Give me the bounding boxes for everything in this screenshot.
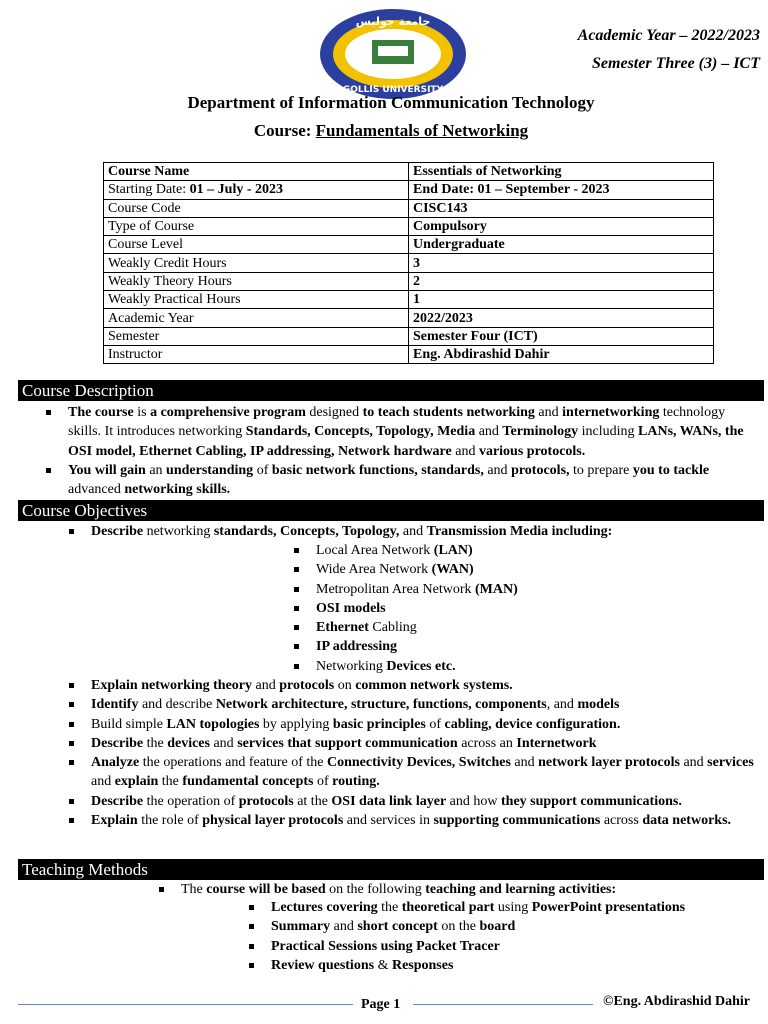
text-run: internetworking: [562, 405, 660, 420]
text-run: physical layer protocols: [202, 813, 344, 829]
text-run: PowerPoint presentations: [531, 900, 686, 915]
teaching-subitem: [271, 937, 761, 956]
objective-item: [91, 695, 761, 714]
bullet-icon: [69, 741, 74, 746]
bullet-icon: [69, 683, 74, 688]
footer-rule-right: [413, 1004, 593, 1005]
text-run: using: [494, 900, 532, 915]
bullet-icon: [294, 587, 299, 592]
objectives-list: [91, 676, 761, 830]
table-value-cell: Eng. Abdirashid Dahir: [409, 345, 714, 363]
text-run: Describe: [91, 524, 144, 539]
text-run: Summary: [271, 919, 331, 935]
university-logo: [318, 8, 468, 100]
objectives-sublist: [316, 541, 756, 676]
table-value-cell: Semester Four (ICT): [409, 327, 714, 345]
text-run: of: [425, 716, 445, 732]
course-name: Fundamentals of Networking: [315, 121, 529, 140]
text-run: Describe: [91, 735, 144, 751]
bullet-icon: [69, 799, 74, 804]
text-run: services: [707, 755, 754, 771]
bullet-icon: [294, 548, 299, 553]
objective-subitem: [316, 541, 756, 560]
text-run: Analyze: [91, 755, 140, 771]
text-run: Explain: [91, 813, 138, 829]
text-run: protocols: [279, 678, 335, 693]
text-run: they support communications.: [501, 793, 682, 809]
table-label-cell: Course Code: [104, 199, 409, 217]
table-row: [104, 236, 714, 254]
text-run: cabling, device configuration.: [444, 716, 621, 732]
department-title: Department of Information Communication Technology: [187, 93, 595, 112]
text-run: and: [510, 755, 539, 771]
table-label-cell: Semester: [104, 327, 409, 345]
text-run: advanced: [68, 482, 125, 498]
table-value-cell: Compulsory: [409, 217, 714, 235]
text-run: (WAN): [431, 562, 474, 578]
text-run: routing.: [332, 774, 380, 790]
table-row: [104, 254, 714, 272]
text-run: Standards, Concepts, Topology, Media: [245, 424, 476, 440]
table-label-cell: Course Level: [104, 236, 409, 254]
table-value-cell: Essentials of Networking: [409, 163, 714, 181]
text-run: Describe: [91, 793, 144, 809]
text-run: teaching and learning activities:: [425, 882, 617, 897]
text-run: IP addressing: [316, 639, 398, 655]
text-run: services that support communication: [237, 735, 458, 751]
text-run: networking: [143, 524, 214, 539]
table-value-cell: Undergraduate: [409, 236, 714, 254]
table-label-cell: Type of Course: [104, 217, 409, 235]
bullet-icon: [249, 944, 254, 949]
objective-item: [91, 734, 761, 753]
academic-year-header: Academic Year – 2022/2023: [577, 27, 760, 44]
table-row: [104, 199, 714, 217]
text-run: protocols: [238, 793, 294, 809]
text-run: fundamental concepts: [182, 774, 314, 790]
objective-item: [91, 676, 761, 695]
text-run: Networking: [316, 658, 387, 674]
table-label-cell: Weakly Credit Hours: [104, 254, 409, 272]
text-run: the: [158, 774, 183, 790]
description-item: [68, 403, 758, 461]
text-run: a comprehensive program: [150, 405, 306, 420]
text-run: Lectures covering: [271, 900, 378, 915]
text-run: and services in: [343, 813, 434, 829]
bullet-icon: [69, 722, 74, 727]
text-run: to prepare: [569, 462, 633, 478]
section-header-objectives: Course Objectives: [18, 500, 764, 521]
bullet-icon: [249, 924, 254, 929]
text-run: networking skills.: [124, 482, 231, 498]
objective-subitem: [316, 580, 756, 599]
teaching-subitem: [271, 898, 761, 917]
text-run: models: [577, 697, 620, 713]
logo-ring-text: GOLLIS UNIVERSITY: [342, 85, 444, 95]
text-run: Internetwork: [516, 735, 597, 751]
text-run: Cabling: [368, 620, 417, 636]
text-run: of: [313, 774, 333, 790]
text-run: Terminology: [502, 424, 579, 440]
table-value-cell: 3: [409, 254, 714, 272]
text-run: and how: [446, 793, 501, 809]
bullet-icon: [69, 818, 74, 823]
text-run: short concept: [357, 919, 438, 935]
text-run: Explain networking theory: [91, 678, 253, 693]
teaching-subitem: [271, 956, 761, 975]
text-run: (MAN): [475, 581, 518, 597]
table-label-cell: Academic Year: [104, 309, 409, 327]
logo-arabic-text: جامعة جوليس: [355, 15, 431, 28]
text-run: across: [600, 813, 643, 829]
bullet-icon: [294, 644, 299, 649]
text-run: the: [143, 735, 168, 751]
bullet-icon: [294, 567, 299, 572]
text-run: Connectivity Devices, Switches: [326, 755, 511, 771]
text-run: technology skills. It introduces networking: [68, 405, 726, 440]
text-run: the operation of: [143, 793, 239, 809]
text-run: LANs, WANs, the OSI model, Ethernet Cabling, IP addressing, Network hardware: [68, 424, 744, 459]
text-run: OSI models: [316, 600, 386, 616]
table-value-cell: 2022/2023: [409, 309, 714, 327]
text-run: Ethernet: [316, 620, 369, 636]
text-run: theoretical part: [401, 900, 495, 915]
course-prefix: Course:: [253, 121, 316, 140]
text-run: the: [377, 900, 402, 915]
text-run: course will be based: [206, 882, 326, 897]
text-run: The course: [68, 405, 134, 420]
text-run: You will gain: [68, 462, 146, 478]
table-label-cell: Starting Date: 01 – July - 2023: [104, 181, 409, 199]
table-row: [104, 163, 714, 181]
text-run: an: [145, 462, 167, 478]
text-run: on the following: [325, 882, 426, 897]
text-run: designed: [305, 405, 363, 420]
objective-item: [91, 522, 761, 541]
table-value-cell: End Date: 01 – September - 2023: [409, 181, 714, 199]
text-run: including: [578, 424, 639, 440]
text-run: on the: [437, 919, 480, 935]
text-run: and: [209, 735, 238, 751]
text-run: (LAN): [433, 543, 473, 558]
text-run: across an: [457, 735, 517, 751]
text-run: board: [479, 919, 516, 935]
table-label-cell: Instructor: [104, 345, 409, 363]
text-run: Metropolitan Area Network: [316, 581, 476, 597]
text-run: and: [91, 774, 115, 790]
text-run: Practical Sessions using Packet Tracer: [271, 938, 500, 954]
bullet-icon: [294, 664, 299, 669]
text-run: Network architecture, structure, functions, components: [215, 697, 547, 713]
table-row: [104, 217, 714, 235]
text-run: data networks.: [642, 813, 732, 829]
table-row: [104, 309, 714, 327]
objectives-first: [91, 522, 761, 541]
page-number: Page 1: [361, 997, 401, 1012]
text-run: OSI data link layer: [331, 793, 447, 809]
text-run: of: [253, 462, 272, 478]
teaching-first: [181, 880, 761, 899]
text-run: , and: [546, 697, 578, 713]
table-label-cell: Weakly Theory Hours: [104, 272, 409, 290]
text-run: and: [252, 678, 280, 693]
text-run: and: [534, 405, 563, 420]
text-run: and: [679, 755, 708, 771]
table-label-cell: Course Name: [104, 163, 409, 181]
text-run: the operations and feature of the: [139, 755, 327, 771]
text-run: by applying: [259, 716, 333, 732]
table-row: [104, 345, 714, 363]
text-run: and: [451, 443, 479, 459]
text-run: Review questions: [271, 957, 375, 973]
semester-header: Semester Three (3) – ICT: [592, 55, 760, 72]
description-item: [68, 461, 758, 500]
text-run: the role of: [137, 813, 203, 829]
teaching-subitem: [271, 917, 761, 936]
bullet-icon: [249, 963, 254, 968]
text-run: supporting communications: [433, 813, 601, 829]
table-row: [104, 181, 714, 199]
text-run: Transmission Media including:: [426, 524, 613, 539]
text-run: basic network functions, standards,: [271, 462, 484, 478]
text-run: explain: [114, 774, 159, 790]
text-run: at the: [293, 793, 332, 809]
course-info-table: [103, 162, 714, 364]
footer-copyright: ©Eng. Abdirashid Dahir: [603, 994, 751, 1009]
text-run: devices: [167, 735, 210, 751]
text-run: various protocols.: [478, 443, 586, 459]
text-run: Wide Area Network: [316, 562, 432, 578]
bullet-icon: [69, 702, 74, 707]
table-value-cell: 1: [409, 291, 714, 309]
teaching-item: [181, 880, 761, 899]
text-run: &: [374, 957, 392, 973]
objective-item: [91, 715, 761, 734]
text-run: understanding: [166, 462, 254, 478]
text-run: Build simple: [91, 716, 167, 732]
objective-item: [91, 811, 761, 830]
text-run: Identify: [91, 697, 139, 713]
text-run: and: [475, 424, 503, 440]
text-run: is: [133, 405, 151, 420]
text-run: LAN topologies: [166, 716, 260, 732]
table-row: [104, 291, 714, 309]
teaching-sublist: [271, 898, 761, 975]
text-run: and: [330, 919, 358, 935]
table-value-cell: 2: [409, 272, 714, 290]
text-run: The: [181, 882, 207, 897]
bullet-icon: [249, 905, 254, 910]
course-title: [0, 121, 768, 141]
text-run: Local Area Network: [316, 543, 434, 558]
text-run: protocols,: [511, 462, 570, 478]
objective-subitem: [316, 599, 756, 618]
objective-item: [91, 753, 761, 792]
bullet-icon: [294, 606, 299, 611]
objective-subitem: [316, 560, 756, 579]
bullet-icon: [294, 625, 299, 630]
text-run: on: [334, 678, 356, 693]
text-run: Responses: [391, 957, 454, 973]
text-run: Devices etc.: [386, 658, 456, 674]
text-run: common network systems.: [355, 678, 513, 693]
text-run: basic principles: [332, 716, 426, 732]
table-label-cell: Weakly Practical Hours: [104, 291, 409, 309]
description-list: [68, 403, 758, 499]
section-header-description: Course Description: [18, 380, 764, 401]
objective-subitem: [316, 657, 756, 676]
text-run: standards, Concepts, Topology,: [213, 524, 400, 539]
text-run: to teach students networking: [362, 405, 535, 420]
table-row: [104, 327, 714, 345]
bullet-icon: [69, 760, 74, 765]
objective-item: [91, 792, 761, 811]
footer-rule-left: [18, 1004, 353, 1005]
table-row: [104, 272, 714, 290]
text-run: and: [483, 462, 512, 478]
objective-subitem: [316, 618, 756, 637]
text-run: and: [399, 524, 427, 539]
table-value-cell: CISC143: [409, 199, 714, 217]
text-run: and describe: [138, 697, 216, 713]
objective-subitem: [316, 637, 756, 656]
section-header-teaching: Teaching Methods: [18, 859, 764, 880]
text-run: you to tackle: [632, 462, 710, 478]
text-run: network layer protocols: [538, 755, 680, 771]
